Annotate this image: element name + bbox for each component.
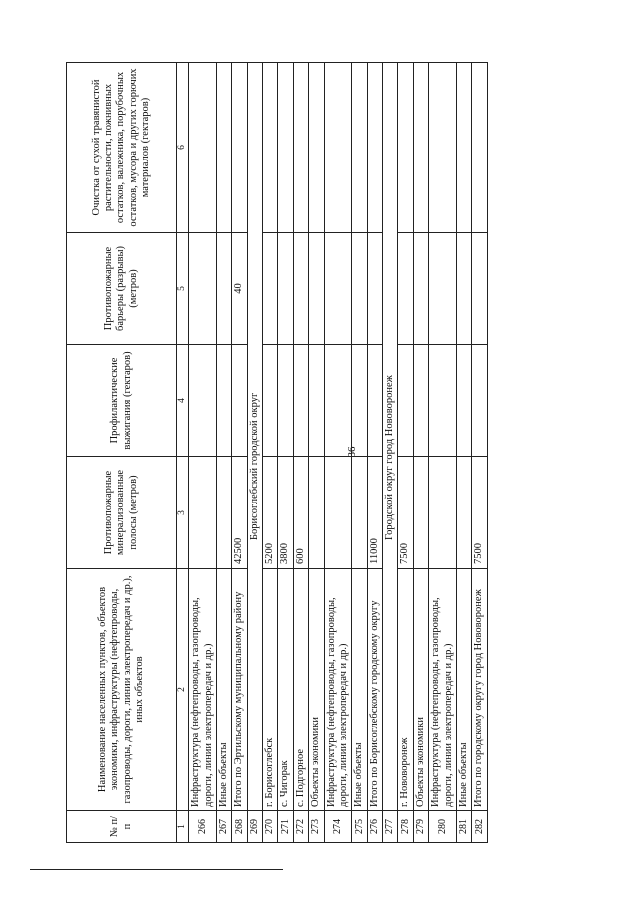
table-row [456,63,471,843]
table-row [216,63,231,843]
cleanup-cell [324,63,352,233]
row-number-cell: 275 [352,811,367,843]
table-row [293,63,308,843]
row-number-cell: 273 [309,811,324,843]
cleanup-cell [429,63,457,233]
row-number-cell: 274 [324,811,352,843]
table-row [398,63,413,843]
row-number-cell: 282 [472,811,487,843]
prescribed-burning-cell [278,345,293,457]
cleanup-cell [263,63,278,233]
prescribed-burning-cell [263,345,278,457]
cleanup-cell [413,63,428,233]
table-row [189,63,217,843]
firebreaks-cell [278,233,293,345]
firebreaks-cell [472,233,487,345]
prescribed-burning-cell [232,345,247,457]
object-name-cell: Иные объекты [456,569,471,811]
row-number-cell: 271 [278,811,293,843]
firebreaks-cell [413,233,428,345]
table-row [263,63,278,843]
header-col-prescribed-burning: Профилактические выжигания (гектаров) [67,345,177,457]
object-name-cell: Итого по Эртильскому муниципальному району [232,569,247,811]
row-number-cell: 279 [413,811,428,843]
mineralized-strips-cell: 600 [293,457,308,569]
row-number-cell: 278 [398,811,413,843]
mineralized-strips-cell [309,457,324,569]
prescribed-burning-cell [429,345,457,457]
cleanup-cell [398,63,413,233]
footnote-divider [30,869,283,870]
cleanup-cell [456,63,471,233]
cleanup-cell [352,63,367,233]
firebreaks-cell [309,233,324,345]
section-title-cell [247,63,262,811]
mineralized-strips-cell [456,457,471,569]
header-col-cleanup: Очистка от сухой травянистой растительности, пожнивных остатков, валежника, порубочных остатков, мусора и других горючих материалов (гектаров) [67,63,177,233]
mineralized-strips-cell [189,457,217,569]
table-row [472,63,487,843]
rotated-table-container [66,63,640,843]
row-number-cell: 266 [189,811,217,843]
table-row [413,63,428,843]
cleanup-cell [293,63,308,233]
section-title: Городской округ город Нововоронеж [384,375,396,540]
object-name-cell: Инфраструктура (нефтепроводы, газопроводы, дороги, линии электропередач и др.) [324,569,352,811]
mineralized-strips-cell: 3800 [278,457,293,569]
prescribed-burning-cell [293,345,308,457]
object-name-cell: Инфраструктура (нефтепроводы, газопроводы, дороги, линии электропередач и др.) [189,569,217,811]
object-name-cell: Инфраструктура (нефтепроводы, газопроводы, дороги, линии электропередач и др.) [429,569,457,811]
column-number: 6 [177,63,189,233]
table-row [383,63,398,843]
object-name-cell: Объекты экономики [309,569,324,811]
row-number-cell: 272 [293,811,308,843]
row-number-cell: 267 [216,811,231,843]
header-col-mineralized-strips: Противопожарные минерализованные полосы (метров) [67,457,177,569]
prescribed-burning-cell [309,345,324,457]
prescribed-burning-cell [367,345,382,457]
mineralized-strips-cell: 5200 [263,457,278,569]
table-row [429,63,457,843]
firebreaks-cell [263,233,278,345]
row-number-cell: 269 [247,811,262,843]
object-name-cell: г. Нововоронеж [398,569,413,811]
prescribed-burning-cell [456,345,471,457]
firebreaks-cell [429,233,457,345]
row-number-cell: 268 [232,811,247,843]
table-body [189,63,488,843]
table-row [232,63,247,843]
row-number-cell: 270 [263,811,278,843]
column-number: 1 [177,811,189,843]
table-row [367,63,382,843]
mineralized-strips-cell: 42500 [232,457,247,569]
firebreaks-cell [324,233,352,345]
prescribed-burning-cell [324,345,352,457]
mineralized-strips-cell [413,457,428,569]
mineralized-strips-cell: 11000 [367,457,382,569]
cleanup-cell [367,63,382,233]
firebreaks-cell: 40 [232,233,247,345]
firebreaks-cell [367,233,382,345]
column-number: 5 [177,233,189,345]
prescribed-burning-cell [216,345,231,457]
firebreaks-cell [216,233,231,345]
mineralized-strips-cell [352,457,367,569]
column-number: 4 [177,345,189,457]
prescribed-burning-cell [413,345,428,457]
object-name-cell: Иные объекты [216,569,231,811]
cleanup-cell [472,63,487,233]
object-name-cell: Итого по городскому округу город Нововоронеж [472,569,487,811]
prescribed-burning-cell [398,345,413,457]
row-number-cell: 276 [367,811,382,843]
table-row [278,63,293,843]
firebreaks-cell [189,233,217,345]
section-title-cell [383,63,398,811]
prescribed-burning-cell [352,345,367,457]
section-title: Борисоглебский городской округ [248,392,260,540]
firebreaks-cell [456,233,471,345]
cleanup-cell [309,63,324,233]
object-name-cell: Объекты экономики [413,569,428,811]
column-number: 3 [177,457,189,569]
mineralized-strips-cell [429,457,457,569]
table-row [352,63,367,843]
object-name-cell: Иные объекты [352,569,367,811]
mineralized-strips-cell [324,457,352,569]
page-number: 36 [346,446,358,458]
column-number-row [177,63,189,843]
firebreaks-cell [293,233,308,345]
object-name-cell: Итого по Борисоглебскому городскому округу [367,569,382,811]
cleanup-cell [216,63,231,233]
header-col-name: Наименование населенных пунктов, объектов экономики, инфраструктуры (нефтепроводы, газопроводы, дороги, линии электропередач и др.), иных объектов [67,569,177,811]
mineralized-strips-cell: 7500 [398,457,413,569]
cleanup-cell [232,63,247,233]
table-row [309,63,324,843]
table-row [324,63,352,843]
object-name-cell: с. Чигорак [278,569,293,811]
object-name-cell: с. Подгорное [293,569,308,811]
mineralized-strips-cell: 7500 [472,457,487,569]
header-col-number: № п/п [67,811,177,843]
column-number: 2 [177,569,189,811]
cleanup-cell [278,63,293,233]
row-number-cell: 281 [456,811,471,843]
prescribed-burning-cell [189,345,217,457]
firebreaks-cell [352,233,367,345]
fire-prevention-table [66,62,488,843]
table-row [247,63,262,843]
cleanup-cell [189,63,217,233]
object-name-cell: г. Борисоглебск [263,569,278,811]
mineralized-strips-cell [216,457,231,569]
header-col-firebreaks: Противопожарные барьеры (разрывы) (метров) [67,233,177,345]
row-number-cell: 277 [383,811,398,843]
firebreaks-cell [398,233,413,345]
header-row [67,63,177,843]
row-number-cell: 280 [429,811,457,843]
prescribed-burning-cell [472,345,487,457]
